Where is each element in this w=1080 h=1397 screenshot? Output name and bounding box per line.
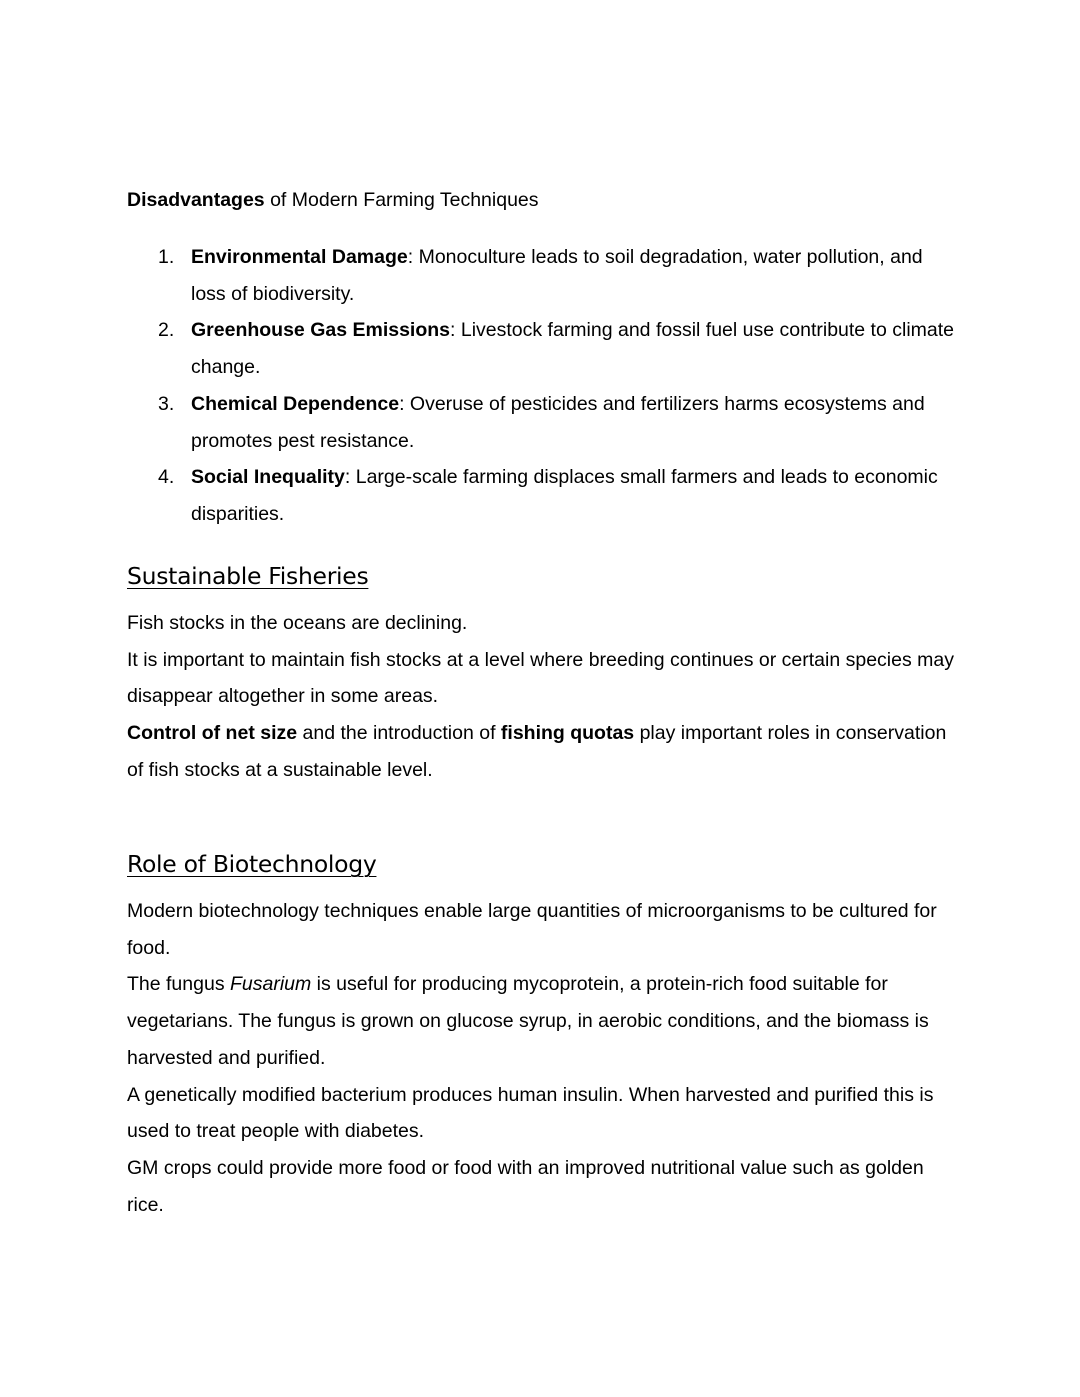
paragraph bbox=[127, 966, 957, 1076]
list-item bbox=[127, 386, 957, 459]
list-number: 1. bbox=[158, 246, 175, 268]
list-term: Social Inequality bbox=[191, 466, 345, 489]
biotech-body bbox=[127, 893, 957, 1223]
text-run: is useful for producing mycoprotein, a protein-rich food suitable for vegetarians. The fungus is grown on glucose syrup, in aerobic conditions, and the biomass is harvested and purified. bbox=[127, 973, 929, 1069]
list-item bbox=[127, 239, 957, 312]
disadvantages-list bbox=[127, 239, 957, 533]
section-intro bbox=[127, 186, 539, 214]
paragraph: Fish stocks in the oceans are declining. bbox=[127, 612, 468, 634]
bold-term: fishing quotas bbox=[500, 722, 635, 745]
list-text: : Large-scale farming displaces small farmers and leads to economic disparities. bbox=[191, 466, 938, 525]
italic-term: Fusarium bbox=[229, 973, 312, 996]
list-number: 2. bbox=[158, 319, 175, 342]
intro-bold: Disadvantages bbox=[127, 189, 265, 211]
list-item bbox=[127, 312, 957, 385]
text-run: play important roles in conservation of fish stocks at a sustainable level. bbox=[127, 722, 947, 781]
list-text: : Livestock farming and fossil fuel use contribute to climate change. bbox=[191, 319, 955, 379]
list-text: : Overuse of pesticides and fertilizers harms ecosystems and promotes pest resistance. bbox=[191, 392, 925, 452]
text-run: The fungus bbox=[127, 973, 230, 996]
list-text: : Monoculture leads to soil degradation, water pollution, and loss of biodiversity. bbox=[191, 246, 923, 305]
paragraph bbox=[127, 715, 957, 788]
list-number: 3. bbox=[158, 392, 175, 415]
paragraph: Modern biotechnology techniques enable large quantities of microorganisms to be cultured for food. bbox=[127, 900, 937, 959]
fisheries-body bbox=[127, 605, 957, 789]
intro-rest: of Modern Farming Techniques bbox=[264, 189, 539, 211]
list-term: Greenhouse Gas Emissions bbox=[191, 319, 451, 342]
paragraph: GM crops could provide more food or food with an improved nutritional value such as golden rice. bbox=[127, 1156, 924, 1216]
heading-role-of-biotechnology: Role of Biotechnology bbox=[127, 850, 377, 878]
paragraph: A genetically modified bacterium produces human insulin. When harvested and purified this is used to treat people with diabetes. bbox=[127, 1083, 934, 1143]
list-number: 4. bbox=[158, 466, 175, 489]
text-run: and the introduction of bbox=[297, 722, 501, 745]
paragraph: It is important to maintain fish stocks at a level where breeding continues or certain species may disappear altogether in some areas. bbox=[127, 648, 954, 708]
heading-sustainable-fisheries: Sustainable Fisheries bbox=[127, 562, 369, 590]
list-term: Chemical Dependence bbox=[191, 392, 400, 415]
list-item bbox=[127, 459, 957, 532]
list-term: Environmental Damage bbox=[191, 246, 408, 268]
bold-term: Control of net size bbox=[127, 722, 298, 745]
